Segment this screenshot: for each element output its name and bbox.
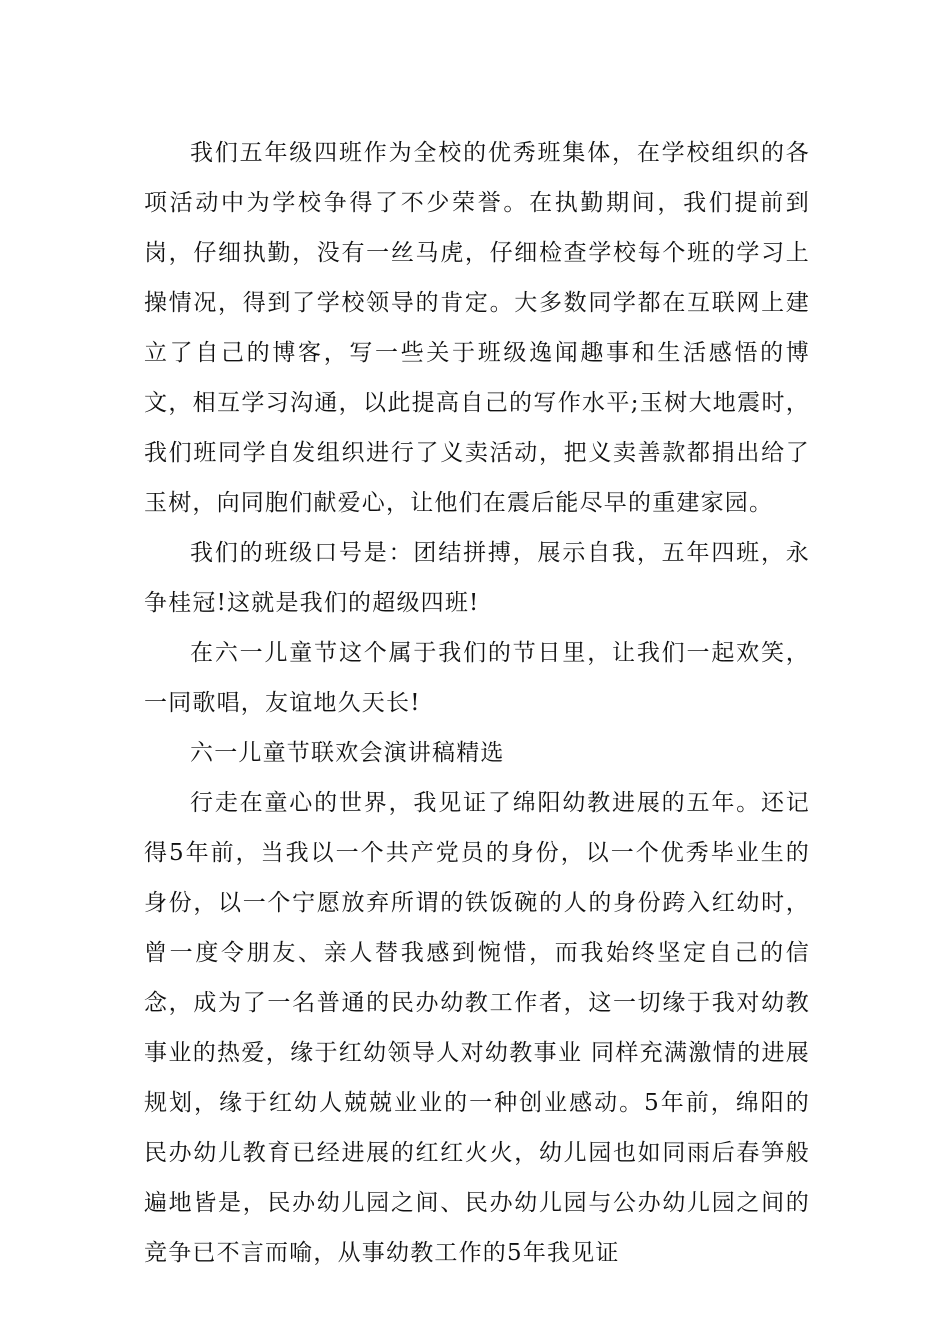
document-body: [144, 128, 810, 1278]
paragraph-kindergarten-story: 行走在童心的世界，我见证了绵阳幼教进展的五年。还记得5年前，当我以一个共产党员的身份，以一个优秀毕业生的身份，以一个宁愿放弃所谓的铁饭碗的人的身份跨入红幼时，曾一度令朋友、亲人替我感到惋惜，而我始终坚定自己的信念，成为了一名普通的民办幼教工作者，这一切缘于我对幼教事业的热爱，缘于红幼领导人对幼教事业 同样充满激情的进展规划，缘于红幼人兢兢业业的一种创业感动。5年前，绵阳的民办幼儿教育已经进展的红红火火，幼儿园也如同雨后春笋般遍地皆是，民办幼儿园之间、民办幼儿园与公办幼儿园之间的竞争已不言而喻，从事幼教工作的5年我见证: [144, 790, 810, 1266]
paragraph-class-slogan: 我们的班级口号是：团结拼搏，展示自我，五年四班，永争桂冠!这就是我们的超级四班!: [144, 540, 810, 616]
paragraph-childrens-day: 在六一儿童节这个属于我们的节日里，让我们一起欢笑，一同歌唱，友谊地久天长!: [144, 640, 810, 716]
paragraph-class-honors: 我们五年级四班作为全校的优秀班集体，在学校组织的各项活动中为学校争得了不少荣誉。在执勤期间，我们提前到岗，仔细执勤，没有一丝马虎，仔细检查学校每个班的学习上操情况，得到了学校领导的肯定。大多数同学都在互联网上建立了自己的博客，写一些关于班级逸闻趣事和生活感悟的博文，相互学习沟通，以此提高自己的写作水平;玉树大地震时，我们班同学自发组织进行了义卖活动，把义卖善款都捐出给了玉树，向同胞们献爱心，让他们在震后能尽早的重建家园。: [144, 140, 810, 516]
section-heading: 六一儿童节联欢会演讲稿精选: [190, 740, 505, 766]
